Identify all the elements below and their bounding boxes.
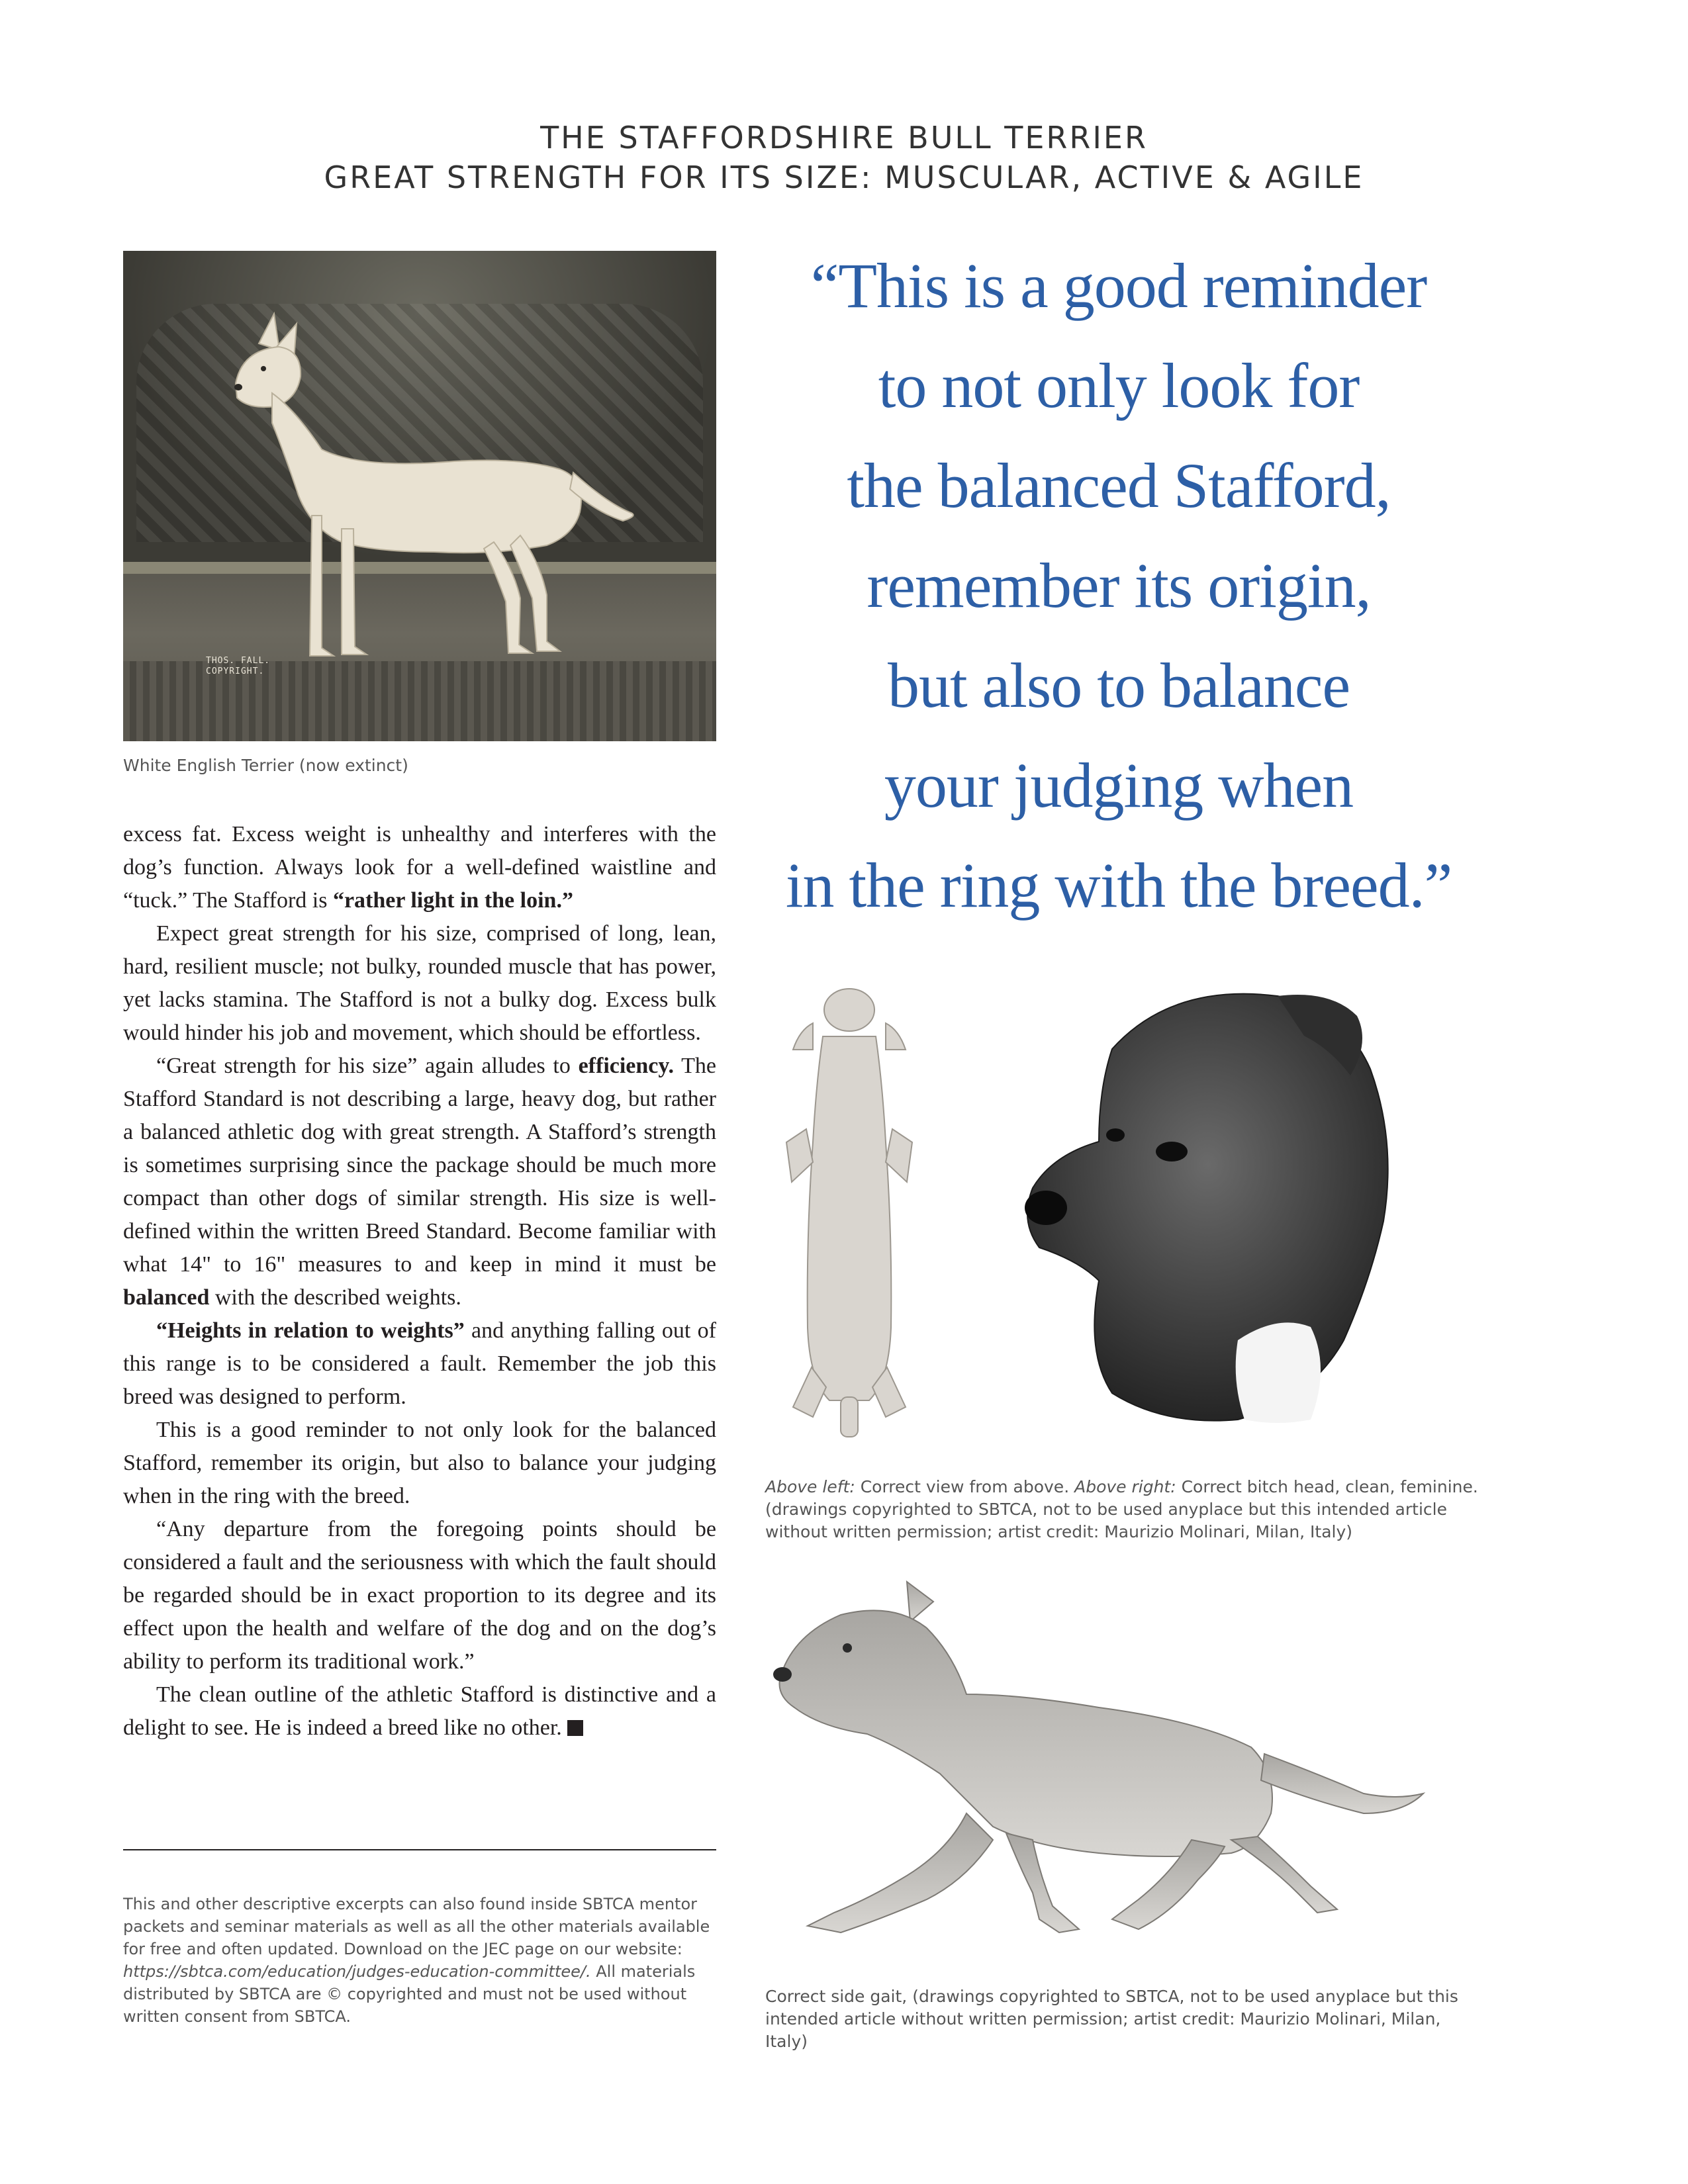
footnote-text: This and other descriptive excerpts can also found inside SBTCA mentor packets and seminar materials as well as all the other materials available for free and often updated. Download on the JEC page on our website: (123, 1895, 710, 1958)
photo-stamp-line1: THOS. FALL. (206, 656, 271, 666)
caption-label: Above right: (1074, 1477, 1176, 1496)
article-paragraph (123, 1050, 716, 1314)
article-paragraph: This is a good reminder to not only look for the balanced Stafford, remember its origin, but also to balance your judging when in the ring with the breed. (123, 1418, 716, 1508)
article-paragraph: Expect great strength for his size, comprised of long, lean, hard, resilient muscle; not bulky, rounded muscle that has power, yet lacks stamina. The Stafford is not a bulky dog. Excess bulk would hinder his job and movement, which should be effortless. (123, 921, 716, 1045)
article-bold: balanced (123, 1285, 210, 1310)
pull-quote-line: your judging when (884, 750, 1354, 821)
article-bold: efficiency. (578, 1054, 675, 1078)
footnote-url[interactable]: https://sbtca.com/education/judges-education-committee/. (123, 1962, 591, 1981)
drawings-caption (765, 1476, 1480, 1543)
article-text: with the described weights. (209, 1285, 461, 1310)
caption-label: Above left: (765, 1477, 855, 1496)
article-paragraph (123, 1314, 716, 1414)
photo-stamp-line2: COPYRIGHT. (206, 666, 265, 676)
caption-text: Correct bitch head, clean, feminine. (drawings copyrighted to SBTCA, not to be used anyplace but this intended article without written permission; artist credit: Maurizio Molinari, Milan, Italy) (765, 1477, 1478, 1541)
article-body (123, 818, 716, 1745)
white-english-terrier-photo (123, 251, 716, 741)
header-subtitle: GREAT STRENGTH FOR ITS SIZE: MUSCULAR, ACTIVE & AGILE (324, 159, 1364, 195)
article-text: and anything falling out of this range is to be considered a fault. Remember the job this breed was designed to perform. (123, 1318, 716, 1409)
pull-quote-line: the balanced Stafford, (847, 450, 1391, 521)
article-text: The clean outline of the athletic Stafford is distinctive and a delight to see. He is indeed a breed like no other. (123, 1682, 716, 1740)
footnote-text: All materials distributed by SBTCA are © copyrighted and must not be used without written consent from SBTCA. (123, 1962, 696, 2026)
article-paragraph (123, 1678, 716, 1745)
end-mark-icon (567, 1720, 583, 1736)
pull-quote-line: “This is a good reminder (810, 250, 1427, 321)
article-text: The Stafford Standard is not describing a large, heavy dog, but rather a balanced athletic dog with great strength. A Stafford’s strength is sometimes surprising since the package should be much more compact than other dogs of similar strength. His size is well-defined within the written Breed Standard. Become familiar with what 14" to 16" measures to and keep in mind it must be (123, 1054, 716, 1277)
footnote-divider (123, 1849, 716, 1850)
article-bold: “Heights in relation to weights” (156, 1318, 465, 1343)
pull-quote-line: in the ring with the breed.” (785, 850, 1452, 921)
pull-quote-line: to not only look for (878, 350, 1360, 421)
photo-copyright-stamp (206, 656, 270, 677)
pull-quote-line: but also to balance (887, 650, 1350, 721)
article-text: “Great strength for his size” again alludes to (156, 1054, 579, 1078)
article-paragraph (123, 818, 716, 917)
footnote (123, 1893, 716, 2028)
pull-quote (741, 236, 1496, 935)
bitch-head-drawing (1000, 970, 1423, 1433)
article-bold: “rather light in the loin.” (332, 888, 573, 913)
side-gait-drawing (768, 1575, 1443, 1946)
gait-caption: Correct side gait, (drawings copyrighted to SBTCA, not to be used anyplace but this intended article without written permission; artist credit: Maurizio Molinari, Milan, Italy) (765, 1987, 1458, 2051)
caption-text: Correct view from above. (855, 1477, 1075, 1496)
header-title: THE STAFFORDSHIRE BULL TERRIER (540, 120, 1148, 156)
article-paragraph: “Any departure from the foregoing points should be considered a fault and the seriousness with which the fault should be regarded should be in exact proportion to its degree and its effect upon the health and welfare of the dog and on the dog’s ability to perform its traditional work.” (123, 1517, 716, 1674)
photo-caption: White English Terrier (now extinct) (123, 756, 408, 775)
pull-quote-line: remember its origin, (867, 550, 1371, 621)
top-view-drawing (767, 983, 932, 1447)
article-text: excess fat. Excess weight is unhealthy and interferes with the dog’s function. Always look for a well-defined waistline and “tuck.” The Stafford is (123, 822, 716, 913)
